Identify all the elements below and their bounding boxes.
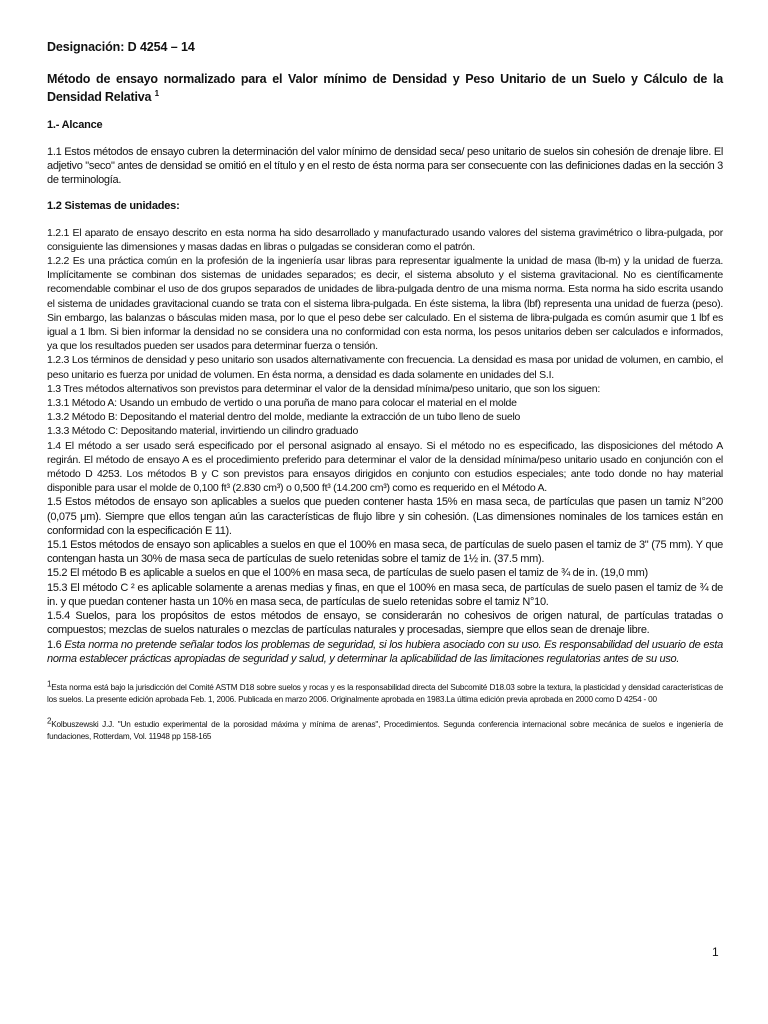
paragraph-1-3: 1.3 Tres métodos alternativos son previstos para determinar el valor de la densidad mínima/peso unitario, que son los siguen: (47, 382, 600, 395)
footnote-2-text: Kolbuszewski J.J. "Un estudio experimental de la porosidad máxima y mínima de arenas", Procedimientos. Segunda conferencia internacional sobre mecánica de suelos e ingeniería de fundaciones, Rotterdam, Vol. 11948 pp 158-165 (47, 719, 723, 742)
document-title (47, 70, 723, 106)
paragraph-1-2-1: 1.2.1 El aparato de ensayo descrito en esta norma ha sido desarrollado y manufacturado usando valores del sistema gravimétrico o libra-pulgada, por consiguiente las dimensiones y masas dadas en libras o pulgadas se consideran como el patrón. (47, 226, 723, 253)
document-page (47, 40, 723, 744)
paragraph-1-5-4: 1.5.4 Suelos, para los propósitos de estos métodos de ensayo, se considerarán no cohesivos de origen natural, de partículas tratadas o compuestos; mezclas de suelos naturales o mezclas de partículas naturales y procesadas, siempre que ellos sean de drenaje libre. (47, 610, 723, 637)
paragraph-1-2-2: 1.2.2 Es una práctica común en la profesión de la ingeniería usar libras para representar igualmente la unidad de masa (lb-m) y la unidad de fuerza. Implícitamente se combinan dos sistemas de unidades separados; es decir, el sistema absoluto y el sistema gravitacional. No es científicamente recomendable combinar el uso de dos grupos separados de unidades de libra-pulgada dentro de una misma norma. Esta norma ha sido escrita usando el sistema de unidades gravitacional cuando se trata con el sistema libra-pulgada. En éste sistema, la libra (lbf) representa una unidad de fuerza (peso). Sin embargo, las balanzas o básculas miden masa, por lo que el peso debe ser calculado. En el sistema de libra-pulgada es común asumir que 1 lbf es igual a 1 lbm. Si bien informar la densidad no se considera una no conformidad con esta norma, los pesos unitarios deben ser calculados e informados, ya que los resultados pueden ser usados para determinar fuerza o tensión. (47, 255, 723, 353)
footnote-1 (47, 679, 723, 707)
footnote-2 (47, 716, 723, 744)
paragraph-1-6 (47, 638, 723, 666)
paragraph-1-3-1: 1.3.1 Método A: Usando un embudo de vertido o una poruña de mano para colocar el material en el molde (47, 397, 517, 410)
footnote-1-mark: 1 (47, 679, 52, 689)
paragraph-1-3-2: 1.3.2 Método B: Depositando el material dentro del molde, mediante la extracción de un tubo lleno de suelo (47, 411, 521, 424)
footnote-2-mark: 2 (47, 716, 52, 726)
title-text: Método de ensayo normalizado para el Valor mínimo de Densidad y Peso Unitario de un Suelo y Cálculo de la Densidad Relativa (47, 72, 723, 104)
paragraph-15-2: 15.2 El método B es aplicable a suelos en que el 100% en masa seca, de partículas de suelo pasen el tamiz de ¾ de in. (19,0 mm) (47, 567, 648, 580)
designation: Designación: D 4254 – 14 (47, 40, 195, 54)
paragraph-1-2-3: 1.2.3 Los términos de densidad y peso unitario son usados alternativamente con frecuencia. La densidad es masa por unidad de volumen, en cambio, el peso unitario es fuerza por unidad de volumen. En ésta norma, a densidad es dada solamente en unidades del S.I. (47, 354, 723, 381)
footnote-1-text: Esta norma está bajo la jurisdicción del Comité ASTM D18 sobre suelos y rocas y es la responsabilidad directa del Subcomité D18.03 sobre la textura, la plasticidad y densidad características de los suelos. La presente edición aprobada Feb. 1, 2006. Publicada en marzo 2006. Originalmente aprobada en 1983.La última edición previa aprobada en 2000 como D 4254 - 00 (47, 682, 723, 705)
paragraph-15-1: 15.1 Estos métodos de ensayo son aplicables a suelos en que el 100% en masa seca, de partículas de suelo pasen el tamiz de 3" (75 mm). Y que contengan hasta un 30% de masa seca de partículas de suelo retenidas sobre el tamiz de 1½ in. (37.5 mm). (47, 539, 723, 566)
section-heading-alcance: 1.- Alcance (47, 119, 103, 131)
paragraph-1-6-text: Esta norma no pretende señalar todos los problemas de seguridad, si los hubiera asociado con su uso. Es responsabilidad del usuario de esta norma establecer prácticas apropiadas de seguridad y salud, y determinar la aplicabilidad de las limitaciones regulatorias antes de su uso. (47, 638, 723, 665)
title-footnote-mark: 1 (154, 88, 159, 98)
page-number: 1 (712, 945, 719, 959)
paragraph-1-6-number: 1.6 (47, 638, 62, 651)
paragraph-1-4: 1.4 El método a ser usado será especificado por el personal asignado al ensayo. Si el método no es especificado, las disposiciones del método A regirán. El método de ensayo A es el procedimiento preferido para determinar el valor de la densidad mínima/peso unitario usado en conjunción con el método D 4253. Los métodos B y C son previstos para ensayos dirigidos en conjunto con estudios especiales; ante todo donde no hay material disponible para usar el molde de 0,100 ft³ (2.830 cm³) o 0,500 ft³ (14.200 cm³) como es requerido en el Método A. (47, 439, 723, 495)
paragraph-1-3-3: 1.3.3 Método C: Depositando material, invirtiendo un cilindro graduado (47, 425, 359, 438)
paragraph-15-3: 15.3 El método C ² es aplicable solamente a arenas medias y finas, en que el 100% en masa seca, de partículas de suelo pasen el tamiz de ¾ de in. y que puedan contener hasta un 10% en masa seca, de partículas de suelo retenidas sobre el tamiz N°10. (47, 581, 723, 608)
paragraph-1-5: 1.5 Estos métodos de ensayo son aplicables a suelos que pueden contener hasta 15% en masa seca, de partículas que pasen un tamiz N°200 (0,075 μm). Siempre que ellos tengan aún las características de flujo libre y sin cohesión. (Las dimensiones nominales de los tamices están en conformidad con la especificación E 11). (47, 496, 723, 537)
paragraph-1-1: 1.1 Estos métodos de ensayo cubren la determinación del valor mínimo de densidad seca/ peso unitario de suelos sin cohesión de drenaje libre. El adjetivo "seco" antes de densidad se omitió en el título y en el resto de ésta norma para ser consecuente con las definiciones dadas en la sección 3 de terminología. (47, 146, 723, 187)
section-heading-sistemas: 1.2 Sistemas de unidades: (47, 199, 180, 212)
